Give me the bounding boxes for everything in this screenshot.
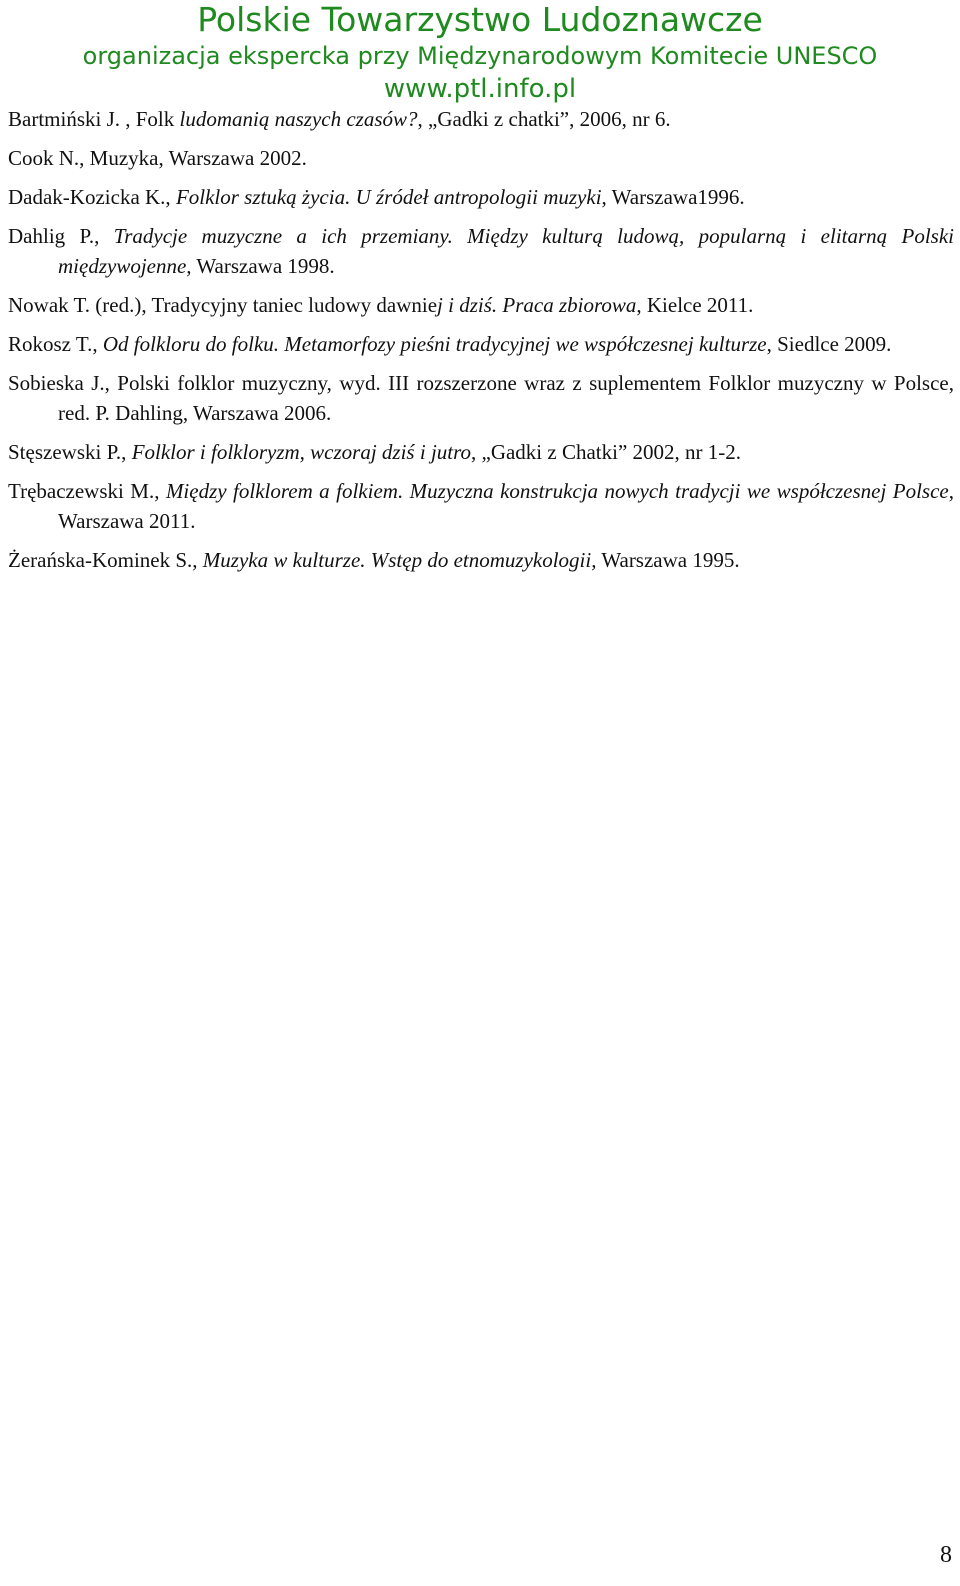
bibliography-entry: Stęszewski P., Folklor i folkloryzm, wczoraj dziś i jutro, „Gadki z Chatki” 2002, nr 1-2. bbox=[8, 440, 742, 464]
organization-subtitle: organizacja ekspercka przy Międzynarodowym Komitecie UNESCO bbox=[82, 42, 878, 70]
page-header bbox=[0, 0, 960, 106]
bibliography-entry: Dadak-Kozicka K., Folklor sztuką życia. U źródeł antropologii muzyki, Warszawa1996. bbox=[8, 185, 745, 209]
bibliography-entry: Cook N., Muzyka, Warszawa 2002. bbox=[8, 146, 307, 170]
bibliography-entry: Trębaczewski M., Między folklorem a folkiem. Muzyczna konstrukcja nowych tradycji we współczesnej Polsce, Warszawa 2011. bbox=[8, 479, 954, 533]
website-link[interactable]: www.ptl.info.pl bbox=[383, 74, 577, 104]
page-number: 8 bbox=[940, 1542, 952, 1568]
bibliography-list bbox=[8, 104, 954, 584]
bibliography-entry: Bartmiński J. , Folk ludomanią naszych czasów?, „Gadki z chatki”, 2006, nr 6. bbox=[8, 107, 671, 131]
organization-title: Polskie Towarzystwo Ludoznawcze bbox=[197, 0, 763, 39]
bibliography-entry: Nowak T. (red.), Tradycyjny taniec ludowy dawniej i dziś. Praca zbiorowa, Kielce 2011. bbox=[8, 293, 754, 317]
bibliography-entry: Żerańska-Kominek S., Muzyka w kulturze. Wstęp do etnomuzykologii, Warszawa 1995. bbox=[8, 548, 740, 572]
bibliography-entry: Sobieska J., Polski folklor muzyczny, wyd. III rozszerzone wraz z suplementem Folklor muzyczny w Polsce, red. P. Dahling, Warszawa 2006. bbox=[8, 371, 954, 425]
bibliography-entry: Dahlig P., Tradycje muzyczne a ich przemiany. Między kulturą ludową, popularną i elitarną Polski międzywojenne, Warszawa 1998. bbox=[8, 224, 954, 278]
bibliography-entry: Rokosz T., Od folkloru do folku. Metamorfozy pieśni tradycyjnej we współczesnej kulturze, Siedlce 2009. bbox=[8, 332, 892, 356]
